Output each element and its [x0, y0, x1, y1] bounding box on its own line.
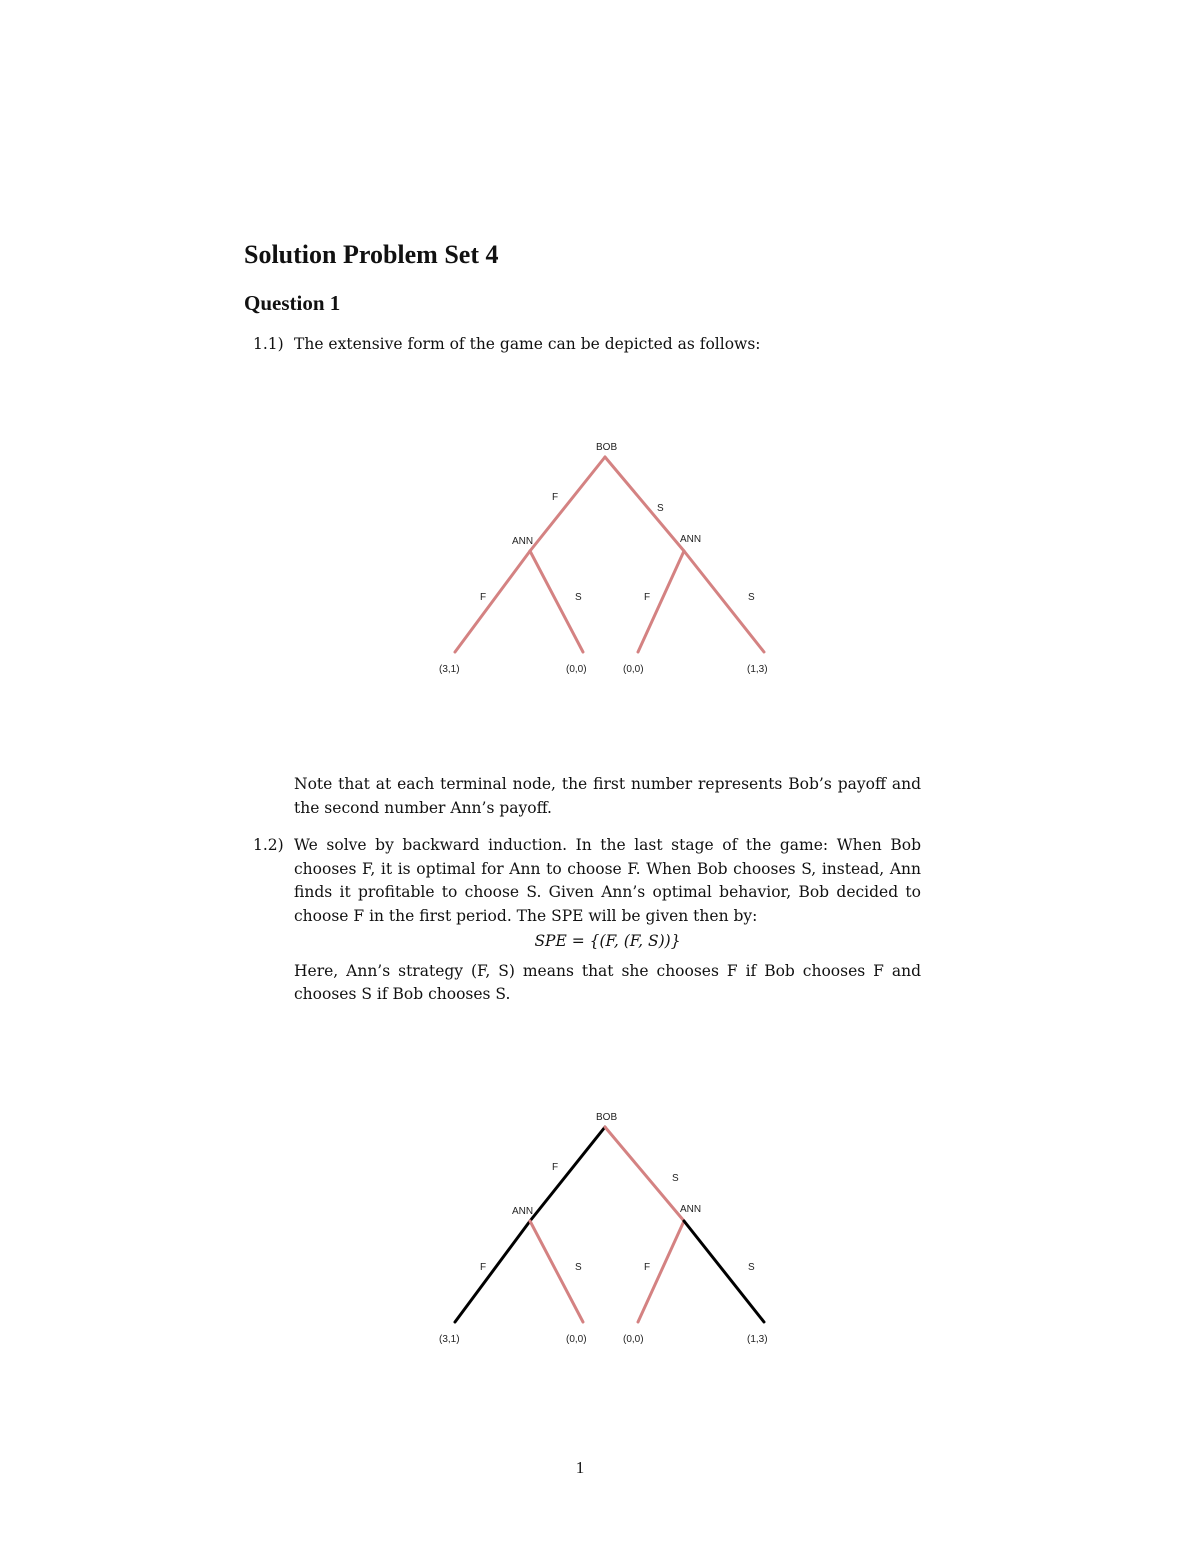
- item-text: We solve by backward induction. In the last stage of the game: When Bob chooses F, it is optimal for Ann to choose F. When Bob chooses S, instead, Ann finds it profitable to choose S. Given Ann’s optimal behavior, Bob decided to choose F in the first period. The SPE will be given then by:: [294, 836, 921, 925]
- branch-ann-left-F: [455, 551, 530, 652]
- item-text: The extensive form of the game can be depicted as follows:: [294, 335, 761, 353]
- node-label-bob: BOB: [596, 442, 618, 453]
- item-after-text: Here, Ann’s strategy (F, S) means that she chooses F if Bob chooses F and chooses S if Bob chooses S.: [294, 961, 921, 1003]
- game-tree-spe: [420, 1106, 800, 1366]
- edge-label-bob-F: F: [552, 492, 559, 503]
- note-text: Note that at each terminal node, the first number represents Bob’s payoff and the second number Ann’s payoff.: [294, 775, 921, 817]
- page-number: 1: [575, 1458, 585, 1477]
- edge-label-bob-S: S: [672, 1173, 679, 1184]
- payoff-3: (0,0): [623, 664, 644, 675]
- item-1-2: [253, 834, 921, 1007]
- branch-bob-S: [605, 457, 684, 551]
- item-1-1: [253, 333, 921, 357]
- node-label-ann-right: ANN: [680, 534, 702, 545]
- edge-label-ann-right-S: S: [748, 592, 755, 603]
- edge-label-ann-left-F: F: [480, 1262, 487, 1273]
- edge-label-ann-left-F: F: [480, 592, 487, 603]
- payoff-1: (3,1): [439, 1334, 460, 1345]
- edge-label-ann-right-F: F: [644, 1262, 651, 1273]
- payoff-2: (0,0): [566, 664, 587, 675]
- edge-label-ann-right-S: S: [748, 1262, 755, 1273]
- payoff-4: (1,3): [747, 1334, 768, 1345]
- question-heading: Question 1: [244, 291, 341, 315]
- item-number: 1.2): [253, 836, 284, 854]
- payoff-3: (0,0): [623, 1334, 644, 1345]
- edge-label-ann-left-S: S: [575, 1262, 582, 1273]
- game-tree-extensive-form: [420, 436, 800, 696]
- node-label-ann-left: ANN: [512, 536, 534, 547]
- node-label-bob: BOB: [596, 1112, 618, 1123]
- node-label-ann-right: ANN: [680, 1204, 702, 1215]
- edge-label-ann-left-S: S: [575, 592, 582, 603]
- branch-bob-F-equilibrium: [530, 1127, 605, 1221]
- page-title: Solution Problem Set 4: [244, 240, 499, 269]
- edge-label-bob-S: S: [657, 503, 664, 514]
- payoff-2: (0,0): [566, 1334, 587, 1345]
- edge-label-ann-right-F: F: [644, 592, 651, 603]
- item-number: 1.1): [253, 335, 284, 353]
- branch-ann-left-F-equilibrium: [455, 1221, 530, 1322]
- branch-bob-F: [530, 457, 605, 551]
- payoff-4: (1,3): [747, 664, 768, 675]
- edge-label-bob-F: F: [552, 1162, 559, 1173]
- payoff-1: (3,1): [439, 664, 460, 675]
- node-label-ann-left: ANN: [512, 1206, 534, 1217]
- spe-equation: SPE = {(F, (F, S))}: [534, 932, 681, 950]
- item-1-1-note: [253, 773, 921, 820]
